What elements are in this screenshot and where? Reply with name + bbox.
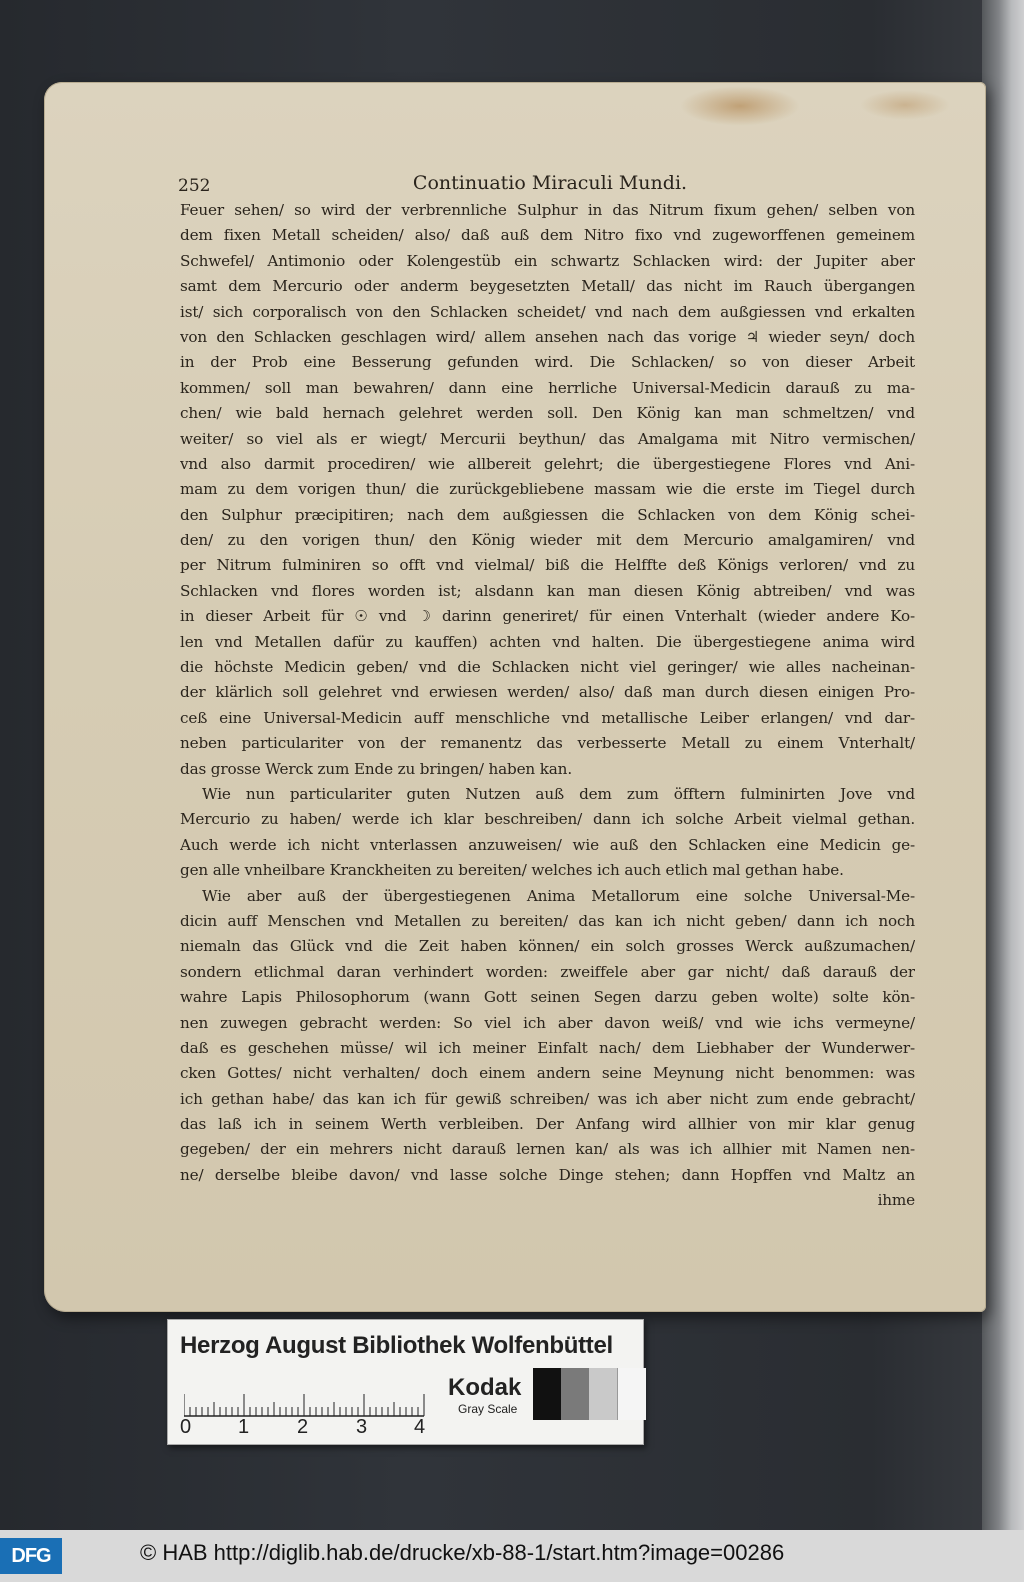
text-line: chen/ wie bald hernach gelehret werden soll. Den König kan man schmeltzen/ vnd <box>180 404 915 423</box>
dfg-logo: DFG <box>0 1538 62 1574</box>
text-line: cken Gottes/ nicht verhalten/ doch einem andern seine Meynung nicht benommen: was <box>180 1064 915 1083</box>
text-line: den Sulphur præcipitiren; nach dem außgiessen die Schlacken von dem König schei- <box>180 505 915 524</box>
swatch-light <box>589 1368 617 1420</box>
text-line: von den Schlacken geschlagen wird/ allem ansehen nach das vorige ♃ wieder seyn/ doch <box>180 327 915 346</box>
ruler-number: 4 <box>414 1416 426 1438</box>
text-line: niemaln das Glück vnd die Zeit haben können/ ein solch grosses Werck außzumachen/ <box>180 937 915 956</box>
text-line: den/ zu den vorigen thun/ den König wieder mit dem Mercurio amalgamiren/ vnd <box>180 531 915 550</box>
text-line: ihme <box>877 1191 915 1210</box>
text-line: in dieser Arbeit für ☉ vnd ☽ darinn generiret/ für einen Vnterhalt (wieder andere Ko- <box>180 607 915 626</box>
text-line: weiter/ so viel als er wiegt/ Mercurii beythun/ das Amalgama mit Nitro vermischen/ <box>180 429 915 448</box>
ruler-number: 2 <box>297 1416 309 1438</box>
text-line: Auch werde ich nicht vnterlassen anzuweisen/ wie auß den Schlacken eine Medicin ge- <box>180 835 915 854</box>
body-text <box>180 198 915 1214</box>
kodak-brand: Kodak <box>448 1374 522 1401</box>
text-line: ist/ sich corporalisch von den Schlacken scheidet/ vnd nach dem außgiessen vnd erkalten <box>180 302 915 321</box>
text-line: ne/ derselbe bleibe davon/ vnd lasse solche Dinge stehen; dann Hopffen vnd Maltz an <box>180 1165 915 1184</box>
swatch-white <box>617 1368 646 1420</box>
card-title: Herzog August Bibliothek Wolfenbüttel <box>180 1332 613 1359</box>
credit-line: © HAB http://diglib.hab.de/drucke/xb-88-1/start.htm?image=00286 <box>140 1540 785 1565</box>
text-line: Feuer sehen/ so wird der verbrennliche Sulphur in das Nitrum fixum gehen/ selben von <box>180 201 915 219</box>
text-line: ceß eine Universal-Medicin auff menschliche vnd metallische Leiber erlangen/ vnd dar- <box>180 708 915 727</box>
text-line: der klärlich soll gelehret vnd erwiesen werden/ also/ daß man durch diesen einigen Pro- <box>180 683 915 702</box>
text-line: dem fixen Metall scheiden/ also/ daß auß dem Nitro fixo vnd zugeworffenen gemeinem <box>180 226 915 245</box>
text-line: in der Prob eine Besserung gefunden wird. Die Schlacken/ so von dieser Arbeit <box>180 353 915 372</box>
text-line: sondern etlichmal daran verhindert worden: zweiffele aber gar nicht/ daß darauß der <box>180 962 915 981</box>
text-line: dicin auff Menschen vnd Metallen zu bereiten/ das kan ich nicht geben/ dann ich noch <box>180 911 915 930</box>
ruler-number: 3 <box>356 1416 368 1438</box>
page-stain <box>860 90 950 120</box>
text-line: Wie aber auß der übergestiegenen Anima Metallorum eine solche Universal-Me- <box>202 886 915 905</box>
swatch-black <box>533 1368 561 1420</box>
text-line: Schlacken vnd flores worden ist; alsdann kan man diesen König abtreiben/ vnd was <box>180 581 915 600</box>
text-line: die höchste Medicin geben/ vnd die Schlacken nicht viel geringer/ wie alles nacheinan- <box>180 658 915 677</box>
text-line: das laß ich in seinem Werth verbleiben. Der Anfang wird allhier von mir klar genug <box>180 1115 915 1134</box>
text-line: Mercurio zu haben/ werde ich klar beschreiben/ dann ich solche Arbeit vielmal gethan. <box>180 810 915 829</box>
text-line: ich gethan habe/ das kan ich für gewiß schreiben/ was ich aber nicht zum ende gebracht/ <box>180 1089 915 1108</box>
running-head: Continuatio Miraculi Mundi. <box>412 172 688 194</box>
text-line: gegeben/ der ein mehrers nicht darauß lernen kan/ als was ich allhier mit Namen nen- <box>180 1140 915 1159</box>
ruler-number: 0 <box>180 1416 192 1438</box>
text-line: nen zuwegen gebracht werden: So viel ich aber davon weiß/ vnd wie ichs vermeyne/ <box>180 1013 915 1032</box>
ruler-number: 1 <box>238 1416 250 1438</box>
text-line: neben particulariter von der remanentz das verbesserte Metall zu einem Vnterhalt/ <box>180 734 915 753</box>
text-line: daß es geschehen müsse/ wil ich meiner Einfalt nach/ dem Liebhaber der Wunderwer- <box>180 1038 915 1057</box>
text-line: Schwefel/ Antimonio oder Kolengestüb ein schwartz Schlacken wird: der Jupiter aber <box>180 251 915 270</box>
text-line: vnd also darmit procediren/ wie allbereit gelehrt; die übergestiegene Flores vnd Ani- <box>180 454 915 473</box>
text-line: mam zu dem vorigen thun/ die zurückgebliebene massam wie die erste im Tiegel durch <box>180 480 915 499</box>
gray-scale-label: Gray Scale <box>458 1402 518 1416</box>
text-line: per Nitrum fulminiren so offt vnd vielmal/ biß die Helffte deß Königs verloren/ vnd zu <box>180 556 915 575</box>
library-color-card <box>167 1319 644 1445</box>
footer-bar <box>0 1530 1024 1582</box>
text-line: Wie nun particulariter guten Nutzen auß dem zum öfftern fulminirten Jove vnd <box>202 784 915 803</box>
swatch-gray <box>561 1368 589 1420</box>
text-line: samt dem Mercurio oder anderm beygesetzten Metall/ das nicht im Rauch übergangen <box>180 277 915 296</box>
page-stain <box>680 86 800 126</box>
text-line: wahre Lapis Philosophorum (wann Gott seinen Segen darzu geben wolte) solte kön- <box>180 988 915 1007</box>
text-line: kommen/ soll man bewahren/ dann eine herrliche Universal-Medicin darauß zu ma- <box>180 378 915 397</box>
book-edge <box>982 0 1024 1538</box>
ruler-scale <box>184 1378 440 1418</box>
text-line: gen alle vnheilbare Kranckheiten zu bereiten/ welches ich auch etlich mal gethan habe. <box>180 861 844 880</box>
text-line: len vnd Metallen dafür zu kauffen) achten vnd halten. Die übergestiegene anima wird <box>180 632 915 651</box>
page-number: 252 <box>178 176 211 196</box>
text-line: das grosse Werck zum Ende zu bringen/ haben kan. <box>180 759 572 778</box>
